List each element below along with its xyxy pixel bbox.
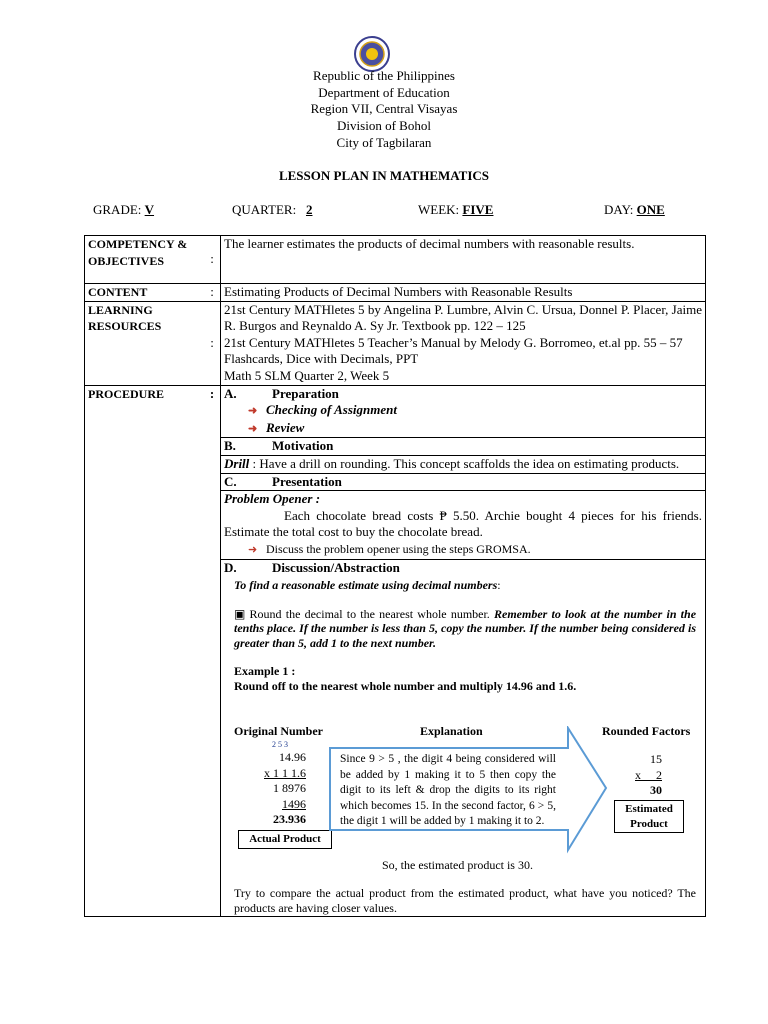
section-letter: D. xyxy=(224,559,237,575)
day-info xyxy=(604,202,665,218)
rounded-factor-1: 15 xyxy=(650,752,662,767)
lesson-plan-table xyxy=(84,235,706,917)
competency-label: COMPETENCY & OBJECTIVES xyxy=(85,236,205,284)
rounded-factor-2: x 2 xyxy=(635,767,662,782)
week-label: WEEK: xyxy=(418,202,460,217)
discussion-heading-text: To find a reasonable estimate using decimal numbers xyxy=(234,578,498,593)
section-c xyxy=(221,474,705,492)
quarter-value: 2 xyxy=(305,202,313,217)
section-letter: B. xyxy=(224,438,236,454)
resources-row xyxy=(85,301,706,385)
explanation-text: Since 9 > 5 , the digit 4 being considered will be added by 1 making it to 5 then copy the digit to its left & drop the digits to its right which becomes 15. In the second factor, 6 > 5, the digit 1 will be added by 1 making it to 2. xyxy=(340,753,556,828)
rule-bold: Remember to look at the number in the tenths place. If the number is less than 5, copy the number. If the number being considered is greater than 5, add 1 to the next number. xyxy=(234,606,697,650)
colon: : xyxy=(204,301,221,385)
resources-label: LEARNING RESOURCES xyxy=(85,301,205,385)
arrow-bullet-icon: ➜ xyxy=(248,405,258,418)
section-c-heading xyxy=(224,474,702,491)
example-label: Example 1 : xyxy=(234,664,296,679)
col-explanation: Explanation xyxy=(420,724,483,739)
grade-label: GRADE: xyxy=(93,202,142,217)
competency-row xyxy=(85,236,706,284)
col-original-number: Original Number xyxy=(234,724,323,739)
resources-list xyxy=(221,301,706,385)
carry-digits: 2 5 3 xyxy=(272,740,288,750)
content-row xyxy=(85,284,706,302)
header-line-3: Region VII, Central Visayas xyxy=(310,101,458,117)
factor-1: 14.96 xyxy=(279,750,306,765)
quarter-info xyxy=(232,202,312,218)
rounding-rule xyxy=(234,607,702,651)
rounded-work xyxy=(622,752,662,799)
header-line-1: Republic of the Philippines xyxy=(313,68,455,83)
list-item xyxy=(224,420,702,438)
list-item-text: Review xyxy=(266,419,305,435)
actual-product-value: 23.936 xyxy=(273,812,306,827)
col-rounded-factors: Rounded Factors xyxy=(602,724,691,739)
header-line-2: Department of Education xyxy=(318,84,450,100)
section-b xyxy=(221,438,705,456)
deped-seal-logo xyxy=(354,36,390,72)
resource-item: Math 5 SLM Quarter 2, Week 5 xyxy=(224,367,390,383)
list-item xyxy=(224,402,702,420)
header-block xyxy=(0,68,768,152)
section-a xyxy=(221,386,705,439)
section-letter: A. xyxy=(224,385,237,401)
section-title: Presentation xyxy=(272,473,342,489)
section-b-heading xyxy=(224,438,702,455)
header-line-5: City of Tagbilaran xyxy=(336,134,432,150)
section-title: Motivation xyxy=(272,438,334,454)
content-label: CONTENT xyxy=(85,284,205,302)
drill-block xyxy=(221,456,705,474)
header-line-4: Division of Bohol xyxy=(337,118,431,134)
grade-info xyxy=(93,202,154,218)
arrow-bullet-icon: ➜ xyxy=(248,543,258,556)
drill-description: : Have a drill on rounding. This concept scaffolds the idea on estimating products. xyxy=(249,455,680,471)
conclusion-text: So, the estimated product is 30. xyxy=(382,858,533,873)
procedure-row xyxy=(85,385,706,917)
list-item xyxy=(224,541,702,559)
list-item-text: Discuss the problem opener using the steps GROMSA. xyxy=(266,541,531,556)
section-letter: C. xyxy=(224,473,237,489)
discussion-panel xyxy=(224,576,702,916)
estimated-product-label: Estimated Product xyxy=(614,800,684,833)
colon: : xyxy=(204,284,221,302)
section-a-heading xyxy=(224,386,702,403)
content-text: Estimating Products of Decimal Numbers with Reasonable Results xyxy=(221,284,706,302)
quarter-label: QUARTER: xyxy=(232,202,297,217)
colon: : xyxy=(204,385,221,917)
list-item-text: Checking of Assignment xyxy=(266,402,397,418)
discussion-heading-suffix: : xyxy=(497,578,501,593)
closing-text: Try to compare the actual product from the estimated product, what have you noticed? The products are having closer values. xyxy=(234,886,696,915)
drill-text xyxy=(224,456,702,473)
section-d-heading xyxy=(224,560,702,577)
arrow-bullet-icon: ➜ xyxy=(248,422,258,435)
procedure-content xyxy=(221,385,706,917)
section-d xyxy=(221,560,705,917)
colon: : xyxy=(204,236,221,284)
actual-product-label: Actual Product xyxy=(238,830,332,849)
checkbox-icon: ▣ xyxy=(234,606,246,621)
week-info xyxy=(418,202,493,218)
example-text: Round off to the nearest whole number and multiply 14.96 and 1.6. xyxy=(234,678,577,693)
resource-item: 21st Century MATHletes 5 by Angelina P. Lumbre, Alvin C. Ursua, Donnel P. Placer, Jaime R. Burgos and Reynaldo A. Sy Jr. Textbook pp. 122 – 125 xyxy=(224,301,702,334)
document-title: LESSON PLAN IN MATHEMATICS xyxy=(278,168,490,183)
partial-product-2: 1496 xyxy=(282,796,306,811)
problem-opener-text: Each chocolate bread costs ₱ 5.50. Archie bought 4 pieces for his friends. Estimate the total cost to buy the chocolate bread. xyxy=(224,507,702,540)
week-value: FIVE xyxy=(462,202,494,217)
section-title: Preparation xyxy=(272,385,339,401)
procedure-label: PROCEDURE xyxy=(85,385,205,917)
rule-plain: Round the decimal to the nearest whole number. xyxy=(249,606,490,621)
day-value: ONE xyxy=(636,202,665,217)
discussion-heading xyxy=(234,578,702,593)
estimated-product-value: 30 xyxy=(650,783,662,798)
grade-value: V xyxy=(144,202,155,217)
resource-item: 21st Century MATHletes 5 Teacher’s Manual by Melody G. Borromeo, et.al pp. 55 – 57 xyxy=(224,334,683,350)
multiplication-work xyxy=(254,740,306,828)
day-label: DAY: xyxy=(604,202,634,217)
drill-label: Drill xyxy=(224,455,250,471)
problem-opener-block xyxy=(221,491,705,559)
section-title: Discussion/Abstraction xyxy=(272,559,400,575)
factor-2: x 1 1 1.6 xyxy=(264,765,306,780)
resource-item: Flashcards, Dice with Decimals, PPT xyxy=(224,351,419,367)
partial-product-1: 1 8976 xyxy=(273,781,306,796)
problem-opener-label: Problem Opener : xyxy=(224,491,321,507)
competency-text: The learner estimates the products of decimal numbers with reasonable results. xyxy=(221,236,706,284)
